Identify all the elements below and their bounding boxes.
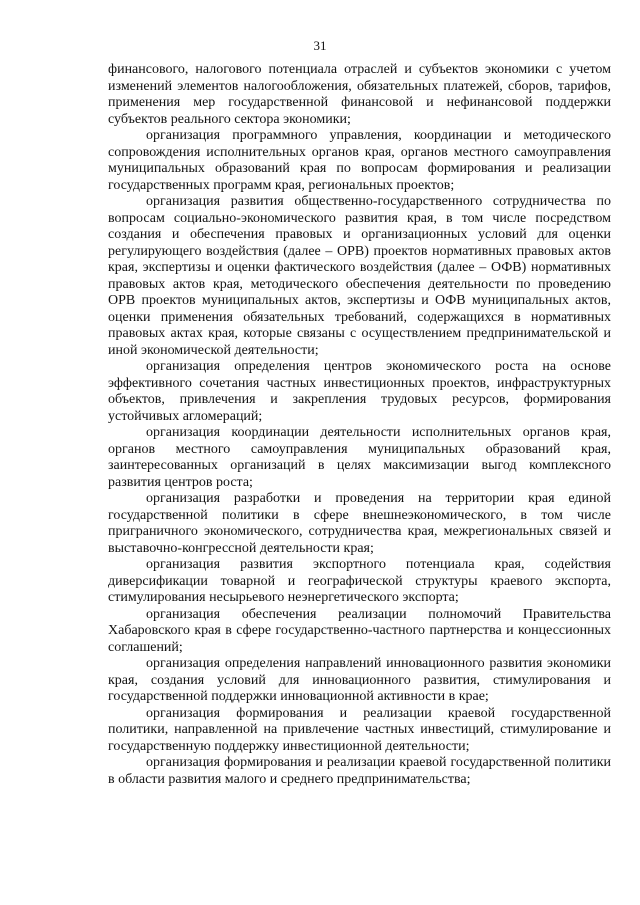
paragraph-foreign-economic-policy: организация разработки и проведения на территории края единой государственной политики в сфере внешнеэкономического, в том числе приграничного экономического, сотрудничества края, межрегиональных связей и выставочно-конгрессной деятельности края; (108, 491, 611, 556)
document-body (108, 62, 611, 788)
paragraph-small-business: организация формирования и реализации краевой государственной политики в области развития малого и среднего предпринимательства; (108, 755, 611, 787)
paragraph-export-potential: организация развития экспортного потенциала края, содействия диверсификации товарной и географической структуры краевого экспорта, стимулирования несырьевого неэнергетического экспорта; (108, 557, 611, 605)
paragraph-coordination: организация координации деятельности исполнительных органов края, органов местного самоуправления муниципальных образований края, заинтересованных организаций в целях максимизации выгод комплексного развития центров роста; (108, 425, 611, 490)
paragraph-public-cooperation: организация развития общественно-государственного сотрудничества по вопросам социально-экономического развития края, в том числе посредством создания и обеспечения правовых и организационных условий для оценки регулирующего воздействия (далее – ОРВ) проектов нормативных правовых актов края, экспертизы и оценки фактического воздействия (далее – ОФВ) нормативных правовых актов края, методического обеспечения деятельности по проведению ОРВ проектов муниципальных актов, экспертизы и ОФВ муниципальных актов, оценки применения обязательных требований, содержащихся в нормативных правовых актах края, которые связаны с осуществлением предпринимательской и иной экономической деятельности; (108, 194, 611, 358)
paragraph-innovation: организация определения направлений инновационного развития экономики края, создания условий для инновационного развития, стимулирования и государственной поддержки инновационной активности в крае; (108, 656, 611, 704)
paragraph-program-management: организация программного управления, координации и методического сопровождения исполнительных органов края, органов местного самоуправления муниципальных образований края по вопросам формирования и реализации государственных программ края, региональных проектов; (108, 128, 611, 193)
paragraph-continuation: финансового, налогового потенциала отраслей и субъектов экономики с учетом изменений элементов налогообложения, обязательных платежей, сборов, тарифов, применения мер государственной финансовой и нефинансовой поддержки субъектов реального сектора экономики; (108, 62, 611, 127)
paragraph-public-private-partnership: организация обеспечения реализации полномочий Правительства Хабаровского края в сфере государственно-частного партнерства и концессионных соглашений; (108, 606, 611, 655)
paragraph-growth-centers: организация определения центров экономического роста на основе эффективного сочетания частных инвестиционных проектов, инфраструктурных объектов, привлечения и закрепления трудовых ресурсов, формирования устойчивых агломераций; (108, 359, 611, 424)
paragraph-investment: организация формирования и реализации краевой государственной политики, направленной на привлечение частных инвестиций, стимулирование и государственную поддержку инвестиционной деятельности; (108, 705, 611, 754)
page-number: 31 (313, 38, 327, 53)
